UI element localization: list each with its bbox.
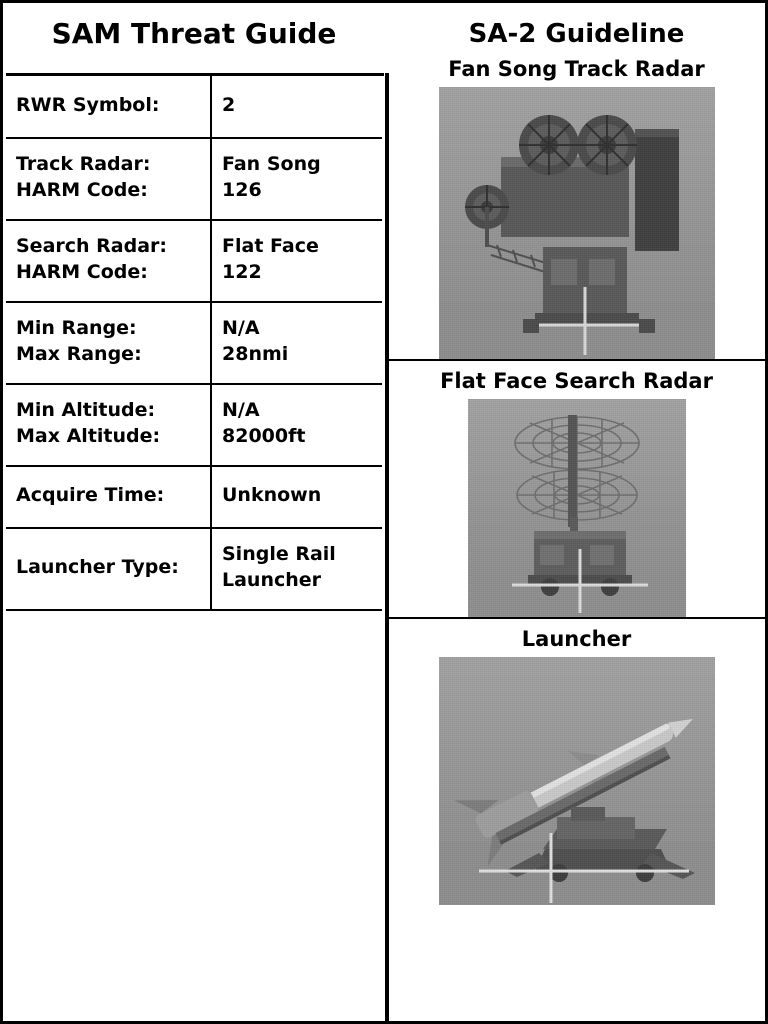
section-track-radar xyxy=(385,49,768,361)
section-title: Flat Face Search Radar xyxy=(440,369,713,393)
right-column xyxy=(385,3,768,1021)
row-label: Min Altitude: Max Altitude: xyxy=(6,384,211,466)
table-row xyxy=(6,466,382,528)
row-label: Search Radar: HARM Code: xyxy=(6,220,211,302)
table-row xyxy=(6,138,382,220)
table-row xyxy=(6,302,382,384)
row-label: Acquire Time: xyxy=(6,466,211,528)
section-title: Fan Song Track Radar xyxy=(448,57,705,81)
row-value: 2 xyxy=(211,76,382,138)
row-value: Single Rail Launcher xyxy=(211,528,382,610)
row-value: N/A 82000ft xyxy=(211,384,382,466)
table-row xyxy=(6,528,382,610)
spec-table xyxy=(6,76,382,611)
section-search-radar xyxy=(385,361,768,619)
table-row xyxy=(6,384,382,466)
section-title: Launcher xyxy=(521,627,632,651)
section-launcher xyxy=(385,619,768,905)
flat-face-search-radar-photo xyxy=(468,399,686,617)
row-value: Fan Song 126 xyxy=(211,138,382,220)
table-row xyxy=(6,76,382,138)
page-title: SAM Threat Guide xyxy=(51,17,337,50)
row-label: Launcher Type: xyxy=(6,528,211,610)
row-label: RWR Symbol: xyxy=(6,76,211,138)
table-row xyxy=(6,220,382,302)
row-value: N/A 28nmi xyxy=(211,302,382,384)
row-label: Min Range: Max Range: xyxy=(6,302,211,384)
row-value: Flat Face 122 xyxy=(211,220,382,302)
system-title: SA-2 Guideline xyxy=(468,19,685,49)
fan-song-track-radar-photo xyxy=(439,87,715,359)
row-value: Unknown xyxy=(211,466,382,528)
launcher-photo xyxy=(439,657,715,905)
row-label: Track Radar: HARM Code: xyxy=(6,138,211,220)
left-column xyxy=(3,3,385,1021)
